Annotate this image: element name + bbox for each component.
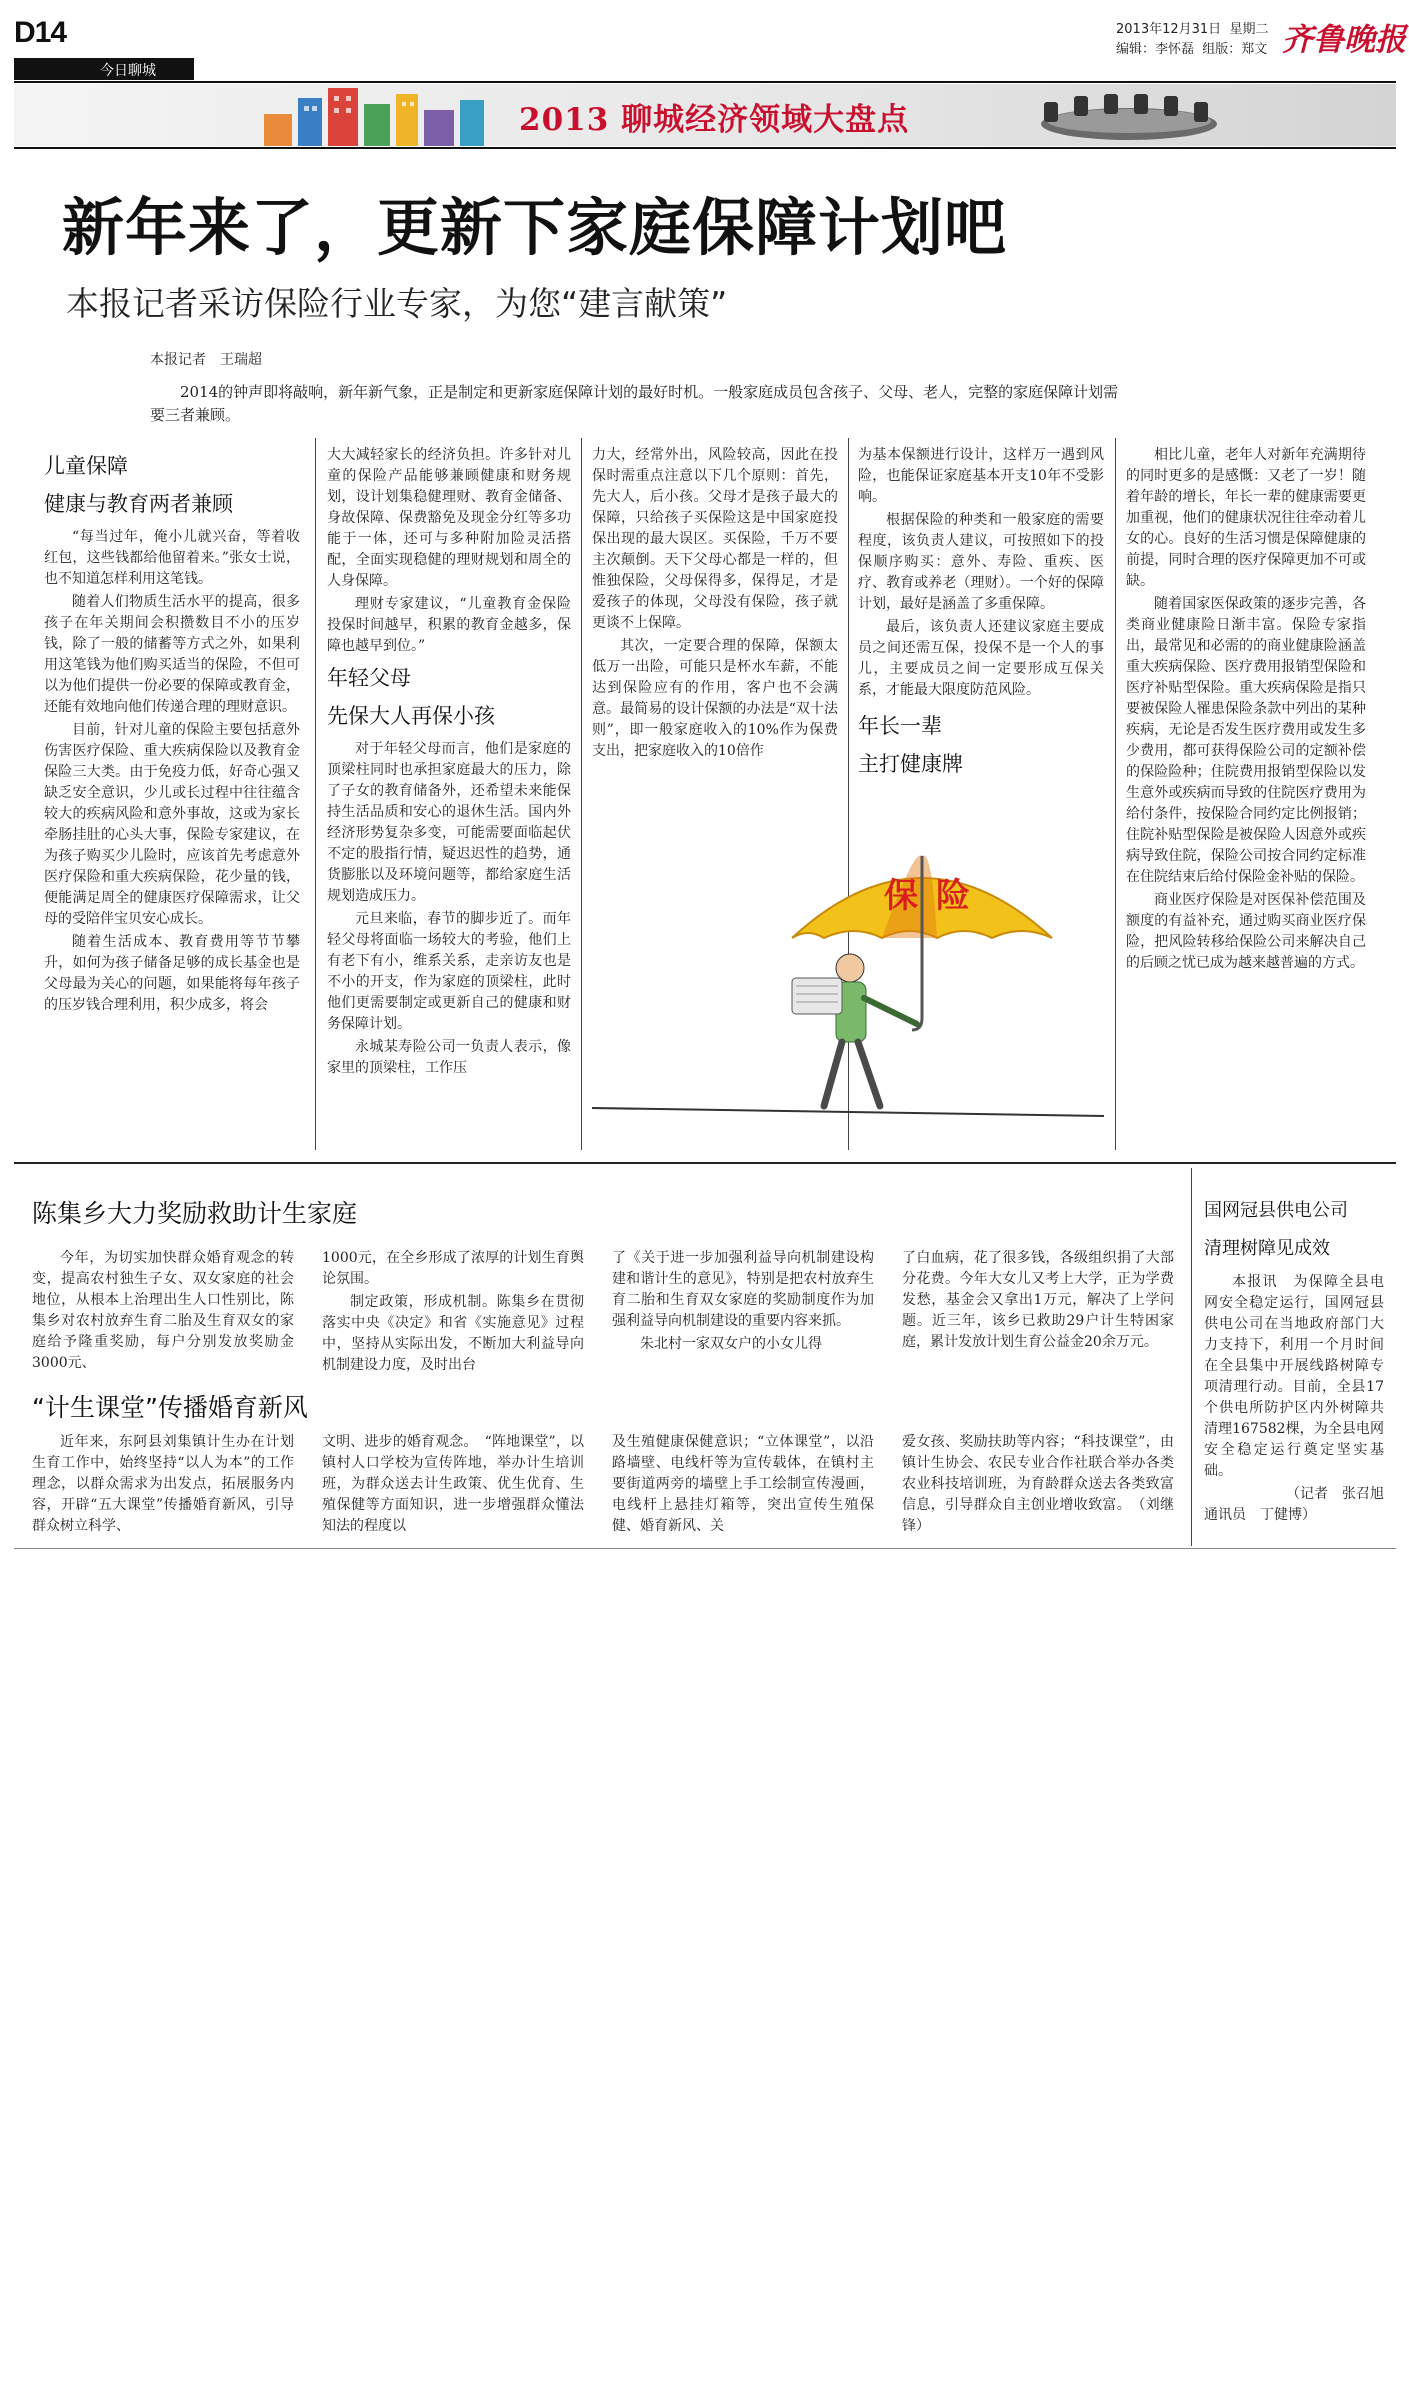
paper-logo: 齐鲁晚报 <box>1282 22 1406 58</box>
article4-credit: （记者 张召旭 <box>1286 1486 1384 1502</box>
paragraph: 目前，针对儿童的保险主要包括意外伤害医疗保险、重大疾病保险以及教育金保险三大类。由于免疫力低，好奇心强又缺乏安全意识，少儿或长过程中往往蕴含较大的疾病风险和意外事故，这或为家长牵肠挂肚的心头大事，保险专家建议，在为孩子购买少儿险时，应该首先考虑意外医疗保险和重大疾病保险，花少量的钱，便能满足周全的健康医疗保障需求，让父母的受陪伴宝贝安心成长。 <box>44 722 300 927</box>
article4-subtitle: 清理树障见成效 <box>1204 1238 1330 1259</box>
paragraph: 1000元，在全乡形成了浓厚的计划生育舆论氛围。 <box>322 1250 584 1287</box>
section-subtitle-children: 健康与教育两者兼顾 <box>44 492 233 516</box>
paragraph: 随着人们物质生活水平的提高，很多孩子在年关期间会积攒数目不小的压岁钱，除了一般的储蓄等方式之外，如果利用这笔钱为他们购买适当的保险，不但可以为他们提供一份必要的保障或教育金，还能有效地向他们传递合理的理财意识。 <box>44 594 300 715</box>
paragraph: 随着生活成本、教育费用等节节攀升，如何为孩子储备足够的成长基金也是父母最为关心的问题，如果能将每年孩子的压岁钱合理利用，积少成多，将会 <box>44 934 300 1013</box>
banner-rule <box>14 147 1396 149</box>
page-number: D14 <box>14 16 67 49</box>
paragraph: 大大减轻家长的经济负担。许多针对儿童的保险产品能够兼顾健康和财务规划，设计划集稳健理财、教育金储备、身故保障、保费豁免及现金分红等多功能于一体，还可与多种附加险灵活搭配，全面实现稳健的理财规划和周全的人身保障。 <box>327 447 571 589</box>
article3-title: “计生课堂”传播婚育新风 <box>32 1393 308 1422</box>
paragraph: 随着国家医保政策的逐步完善，各类商业健康险日渐丰富。保险专家指出，最常见和必需的的商业健康险涵盖重大疾病保险、医疗费用报销型保险和医疗补贴型保险。重大疾病保险是指只要被保险人罹患保险条款中列出的某种疾病，无论是否发生医疗费用或发生多少费用，都可获得保险公司的定额补偿的保险险种；住院费用报销型保险以发生意外或疾病而导致的住院医疗费用为给付条件，按保险合同约定比例报销；住院补贴型保险是被保险人因意外或疾病导致住院，保险公司按合同约定标准在住院结束后给付保险金补贴的保险。 <box>1126 596 1366 885</box>
banner-title: 2013 聊城经济领域大盘点 <box>519 102 910 138</box>
sidebar-rule <box>1191 1168 1192 1546</box>
banner <box>14 84 1396 146</box>
section-name: 今日聊城 <box>100 63 156 79</box>
paragraph: 制定政策，形成机制。陈集乡在贯彻落实中央《决定》和省《实施意见》过程中，坚持从实际出发，不断加大利益导向机制建设力度，及时出台 <box>322 1294 584 1373</box>
editor-credits: 编辑：李怀磊 组版：郑文 <box>1116 42 1268 57</box>
paragraph: 爱女孩、奖励扶助等内容；“科技课堂”，由镇计生协会、农民专业合作社联合举办各类农业科技培训班，为育龄群众送去各类致富信息，引导群众自主创业增收致富。 （刘继锋） <box>902 1434 1174 1534</box>
paragraph: 为基本保额进行设计，这样万一遇到风险，也能保证家庭基本开支10年不受影响。 <box>858 447 1104 505</box>
article3-column-4 <box>902 1432 1174 1542</box>
article2-title: 陈集乡大力奖励救助计生家庭 <box>32 1199 358 1228</box>
column-rule <box>1115 438 1116 1150</box>
paragraph: 朱北村一家双女户的小女儿得 <box>640 1336 822 1352</box>
paragraph: 最后，该负责人还建议家庭主要成员之间还需互保，投保不是一个人的事儿，主要成员之间一定要形成互保关系，才能最大限度防范风险。 <box>858 619 1104 698</box>
section-subtitle-elders: 主打健康牌 <box>858 752 963 776</box>
article2-column-1 <box>32 1248 294 1371</box>
bottom-rule <box>14 1548 1396 1549</box>
column-rule <box>315 438 316 1150</box>
paragraph: 了《关于进一步加强利益导向机制建设构建和谐计生的意见》，特别是把农村放弃生育二胎和生育双女家庭的奖励制度作为加强利益导向机制建设的重要内容来抓。 <box>612 1250 874 1329</box>
section-subtitle-parents: 先保大人再保小孩 <box>327 704 495 728</box>
article3-column-1 <box>32 1432 294 1542</box>
paragraph: 理财专家建议，“儿童教育金保险投保时间越早，积累的教育金越多，保障也越早到位。” <box>327 596 571 654</box>
paragraph: 其次，一定要合理的保障，保额太低万一出险，可能只是杯水车薪，不能达到保险应有的作用，客户也不会满意。最简易的设计保额的办法是“双十法则”，即一般家庭收入的10%作为保费支出，把家庭收入的10倍作 <box>592 638 838 759</box>
column-rule <box>581 438 582 1150</box>
umbrella-label: 保险 <box>884 876 988 916</box>
article2-column-3 <box>612 1248 874 1360</box>
paragraph: 今年，为切实加快群众婚育观念的转变，提高农村独生子女、双女家庭的社会地位，从根本上治理出生人口性别比，陈集乡对农村放弃生育二胎及生育双女的家庭给予隆重奖励，每户分别发放奖励金3000元、 <box>32 1250 294 1371</box>
paragraph: 元旦来临，春节的脚步近了。而年轻父母将面临一场较大的考验，他们上有老下有小，维系关系，走亲访友也是不小的开支，作为家庭的顶梁柱，此时他们更需要制定或更新自己的健康和财务保障计划。 <box>327 911 571 1032</box>
section-title-children: 儿童保障 <box>44 454 128 478</box>
article2-column-2 <box>322 1248 584 1373</box>
paragraph: 文明、进步的婚育观念。 “阵地课堂”，以镇村人口学校为宣传阵地，举办计生培训班，为群众送去计生政策、优生优育、生殖保健等方面知识，进一步增强群众懂法知法的程度以 <box>322 1434 584 1534</box>
issue-date: 2013年12月31日 星期二 <box>1116 22 1269 37</box>
article-column-5 <box>1126 445 1366 1150</box>
section-title-parents: 年轻父母 <box>327 666 411 690</box>
paragraph: 永城某寿险公司一负责人表示，像家里的顶梁柱，工作压 <box>327 1039 571 1076</box>
umbrella-tightrope-icon <box>592 828 1104 1150</box>
article3-column-2 <box>322 1432 584 1542</box>
section-title-elders: 年长一辈 <box>858 714 942 738</box>
section-divider <box>14 1162 1396 1164</box>
paragraph: 近年来，东阿县刘集镇计生办在计划生育工作中，始终坚持“以人为本”的工作理念，以群众需求为出发点，拓展服务内容，开辟“五大课堂”传播婚育新风，引导群众树立科学、 <box>32 1434 294 1534</box>
paragraph: “每当过年，俺小儿就兴奋，等着收红包，这些钱都给他留着来。”张女士说，也不知道怎样利用这笔钱。 <box>44 529 300 587</box>
article3-column-3 <box>612 1432 874 1542</box>
city-skyline-icon <box>254 84 554 146</box>
paragraph: 力大，经常外出，风险较高，因此在投保时需重点注意以下几个原则：首先，先大人，后小孩。父母才是孩子最大的保障，只给孩子买保险这是中国家庭投保出现的最大误区。买保险，千万不要主次颠倒。天下父母心都是一样的，但惟独保险，父母保得多，保得足，才是爱孩子的体现，父母没有保险，孩子就更谈不上保障。 <box>592 447 838 631</box>
article4-credit: 通讯员 丁健博） <box>1204 1507 1316 1523</box>
article4-title: 国网冠县供电公司 <box>1204 1200 1348 1221</box>
paragraph: 本报讯 为保障全县电网安全稳定运行，国网冠县供电公司在当地政府部门大力支持下，利用一个月时间在全县集中开展线路树障专项清理行动。目前，全县17个供电所防护区内外树障共清理167582棵，为全县电网安全稳定运行奠定坚实基础。 <box>1204 1274 1384 1479</box>
masthead-rule <box>14 81 1396 83</box>
article-subhead: 本报记者采访保险行业专家，为您“建言献策” <box>66 284 728 323</box>
paragraph: 根据保险的种类和一般家庭的需要程度，该负责人建议，可按照如下的投保顺序购买：意外、寿险、重疾、医疗、教育或养老（理财）。一个好的保障计划，最好是涵盖了多重保障。 <box>858 512 1104 612</box>
article-column-2 <box>327 445 571 1150</box>
article-column-3 <box>592 445 838 827</box>
article-column-4 <box>858 445 1104 835</box>
article-headline: 新年来了，更新下家庭保障计划吧 <box>62 191 1008 264</box>
byline: 本报记者 王瑞超 <box>150 352 262 368</box>
paragraph: 商业医疗保险是对医保补偿范围及额度的有益补充，通过购买商业医疗保险，把风险转移给保险公司来解决自己的后顾之忧已成为越来越普遍的方式。 <box>1126 892 1366 971</box>
article-column-1 <box>44 445 300 1150</box>
lead-paragraph: 2014的钟声即将敲响，新年新气象，正是制定和更新家庭保障计划的最好时机。一般家庭成员包含孩子、父母、老人，完整的家庭保障计划需要三者兼顾。 <box>150 383 1119 424</box>
meeting-table-icon <box>1034 84 1224 146</box>
article2-column-4 <box>902 1248 1174 1360</box>
paragraph: 对于年轻父母而言，他们是家庭的顶梁柱同时也承担家庭最大的压力，除了子女的教育储备外，还希望未来能保持生活品质和安心的退休生活。国内外经济形势复杂多变，可能需要面临起伏不定的股指行情，疑迟迟性的趋势，通货膨胀以及环境问题等，都给家庭生活规划造成压力。 <box>327 741 571 904</box>
paragraph: 及生殖健康保健意识；“立体课堂”，以沿路墙壁、电线杆等为宣传载体，在镇村主要街道两旁的墙壁上手工绘制宣传漫画，电线杆上悬挂灯箱等，突出宣传生殖保健、婚育新风、关 <box>612 1434 874 1534</box>
article4-body <box>1204 1272 1384 1544</box>
insurance-illustration <box>592 828 1104 1150</box>
paragraph: 相比儿童，老年人对新年充满期待的同时更多的是感慨：又老了一岁！随着年龄的增长，年长一辈的健康需要更加重视，他们的健康状况往往牵动着儿女的心。良好的生活习惯是保障健康的前提，同时合理的医疗保障更加不可或缺。 <box>1126 447 1366 589</box>
paragraph: 了白血病，花了很多钱，各级组织捐了大部分花费。今年大女儿又考上大学，正为学费发愁，基金会又拿出1万元，解决了上学问题。近三年，该乡已救助29户计生特困家庭，累计发放计划生育公益金20余万元。 <box>902 1250 1174 1350</box>
